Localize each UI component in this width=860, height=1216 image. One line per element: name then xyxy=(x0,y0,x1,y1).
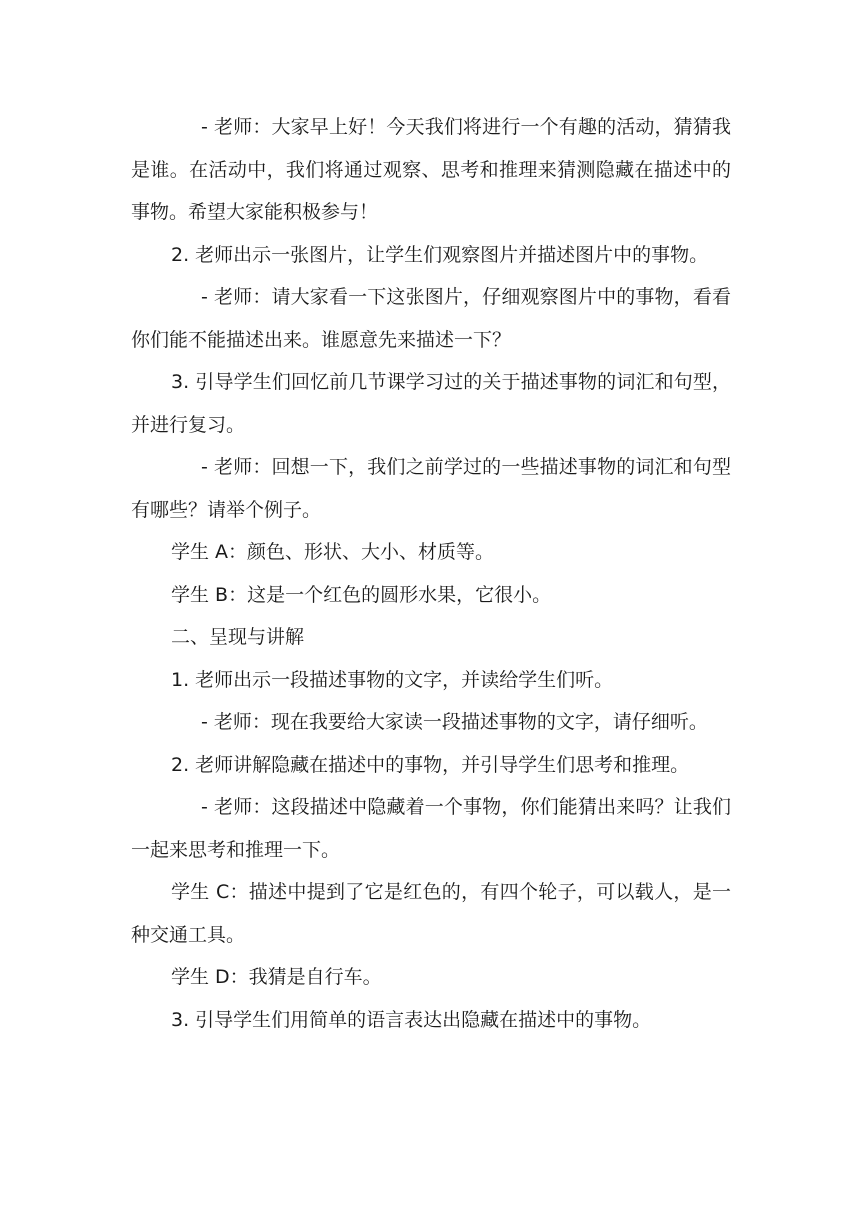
paragraph-student-b: 学生 B：这是一个红色的圆形水果，它很小。 xyxy=(171,583,552,606)
paragraph-teacher-read-text: - 老师：现在我要给大家读一段描述事物的文字，请仔细听。 xyxy=(201,711,708,733)
paragraph-student-a: 学生 A：颜色、形状、大小、材质等。 xyxy=(171,541,495,563)
paragraph-presentation-step-3: 3. 引导学生们用简单的语言表达出隐藏在描述中的事物。 xyxy=(171,1008,652,1031)
document-body xyxy=(131,106,731,1041)
section-heading-presentation: 二、呈现与讲解 xyxy=(171,626,305,648)
paragraph-presentation-step-2: 2. 老师讲解隐藏在描述中的事物，并引导学生们思考和推理。 xyxy=(171,753,690,776)
paragraph-presentation-step-1: 1. 老师出示一段描述事物的文字，并读给学生们听。 xyxy=(171,668,614,691)
paragraph-step-3-review: 3. 引导学生们回忆前几节课学习过的关于描述事物的词汇和句型，并进行复习。 xyxy=(131,371,731,436)
paragraph-teacher-review-prompt: - 老师：回想一下，我们之前学过的一些描述事物的词汇和句型有哪些？请举个例子。 xyxy=(131,456,731,521)
paragraph-step-2-show-picture: 2. 老师出示一张图片，让学生们观察图片并描述图片中的事物。 xyxy=(171,243,709,266)
paragraph-teacher-guess-prompt: - 老师：这段描述中隐藏着一个事物，你们能猜出来吗？让我们一起来思考和推理一下。 xyxy=(131,796,731,861)
paragraph-teacher-picture-prompt: - 老师：请大家看一下这张图片，仔细观察图片中的事物，看看你们能不能描述出来。谁愿意先来描述一下？ xyxy=(131,286,731,351)
paragraph-teacher-greeting: - 老师：大家早上好！今天我们将进行一个有趣的活动，猜猜我是谁。在活动中，我们将通过观察、思考和推理来猜测隐藏在描述中的事物。希望大家能积极参与！ xyxy=(131,116,731,223)
paragraph-student-d: 学生 D：我猜是自行车。 xyxy=(171,966,382,988)
paragraph-student-c: 学生 C：描述中提到了它是红色的，有四个轮子，可以载人，是一种交通工具。 xyxy=(131,881,731,946)
